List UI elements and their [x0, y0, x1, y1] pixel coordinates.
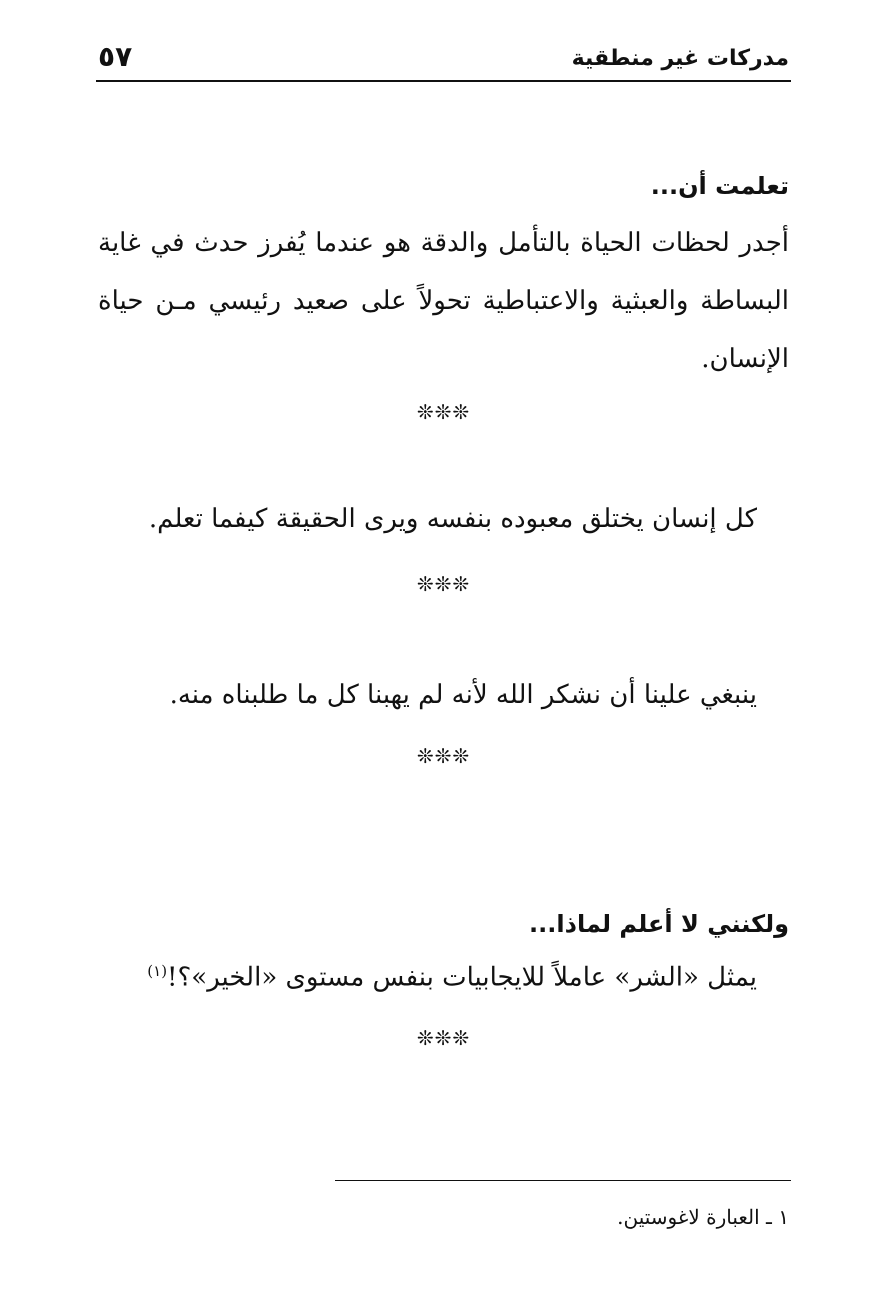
- section-heading-dont-know: ولكنني لا أعلم لماذا...: [529, 910, 789, 938]
- section-heading-learned: تعلمت أن...: [650, 172, 789, 200]
- quote-line-3-text: يمثل «الشر» عاملاً للايجابيات بنفس مستوى «الخير»؟!: [167, 962, 757, 993]
- running-header: [96, 40, 791, 82]
- footnote-text: ١ ـ العبارة لاغوستين.: [617, 1205, 789, 1229]
- separator-2: ❊❊❊: [416, 572, 471, 596]
- footnote-divider: [335, 1180, 791, 1181]
- paragraph-reflection: أجدر لحظات الحياة بالتأمل والدقة هو عندما يُفرز حدث في غاية البساطة والعبثية والاعتباطية تحولاً على صعيد رئيسي مـن حياة الإنسان.: [98, 228, 789, 374]
- separator-3: ❊❊❊: [416, 744, 471, 768]
- page-number: ٥٧: [98, 40, 133, 73]
- quote-line-3: [147, 962, 757, 993]
- quote-line-1: كل إنسان يختلق معبوده بنفسه ويرى الحقيقة كيفما تعلم.: [148, 504, 757, 534]
- separator-4: ❊❊❊: [416, 1026, 471, 1050]
- footnote-reference: (١): [147, 962, 168, 980]
- quote-line-2: ينبغي علينا أن نشكر الله لأنه لم يهبنا كل ما طلبناه منه.: [169, 680, 757, 710]
- header-title: مدركات غير منطقية: [571, 46, 789, 71]
- separator-1: ❊❊❊: [416, 400, 471, 424]
